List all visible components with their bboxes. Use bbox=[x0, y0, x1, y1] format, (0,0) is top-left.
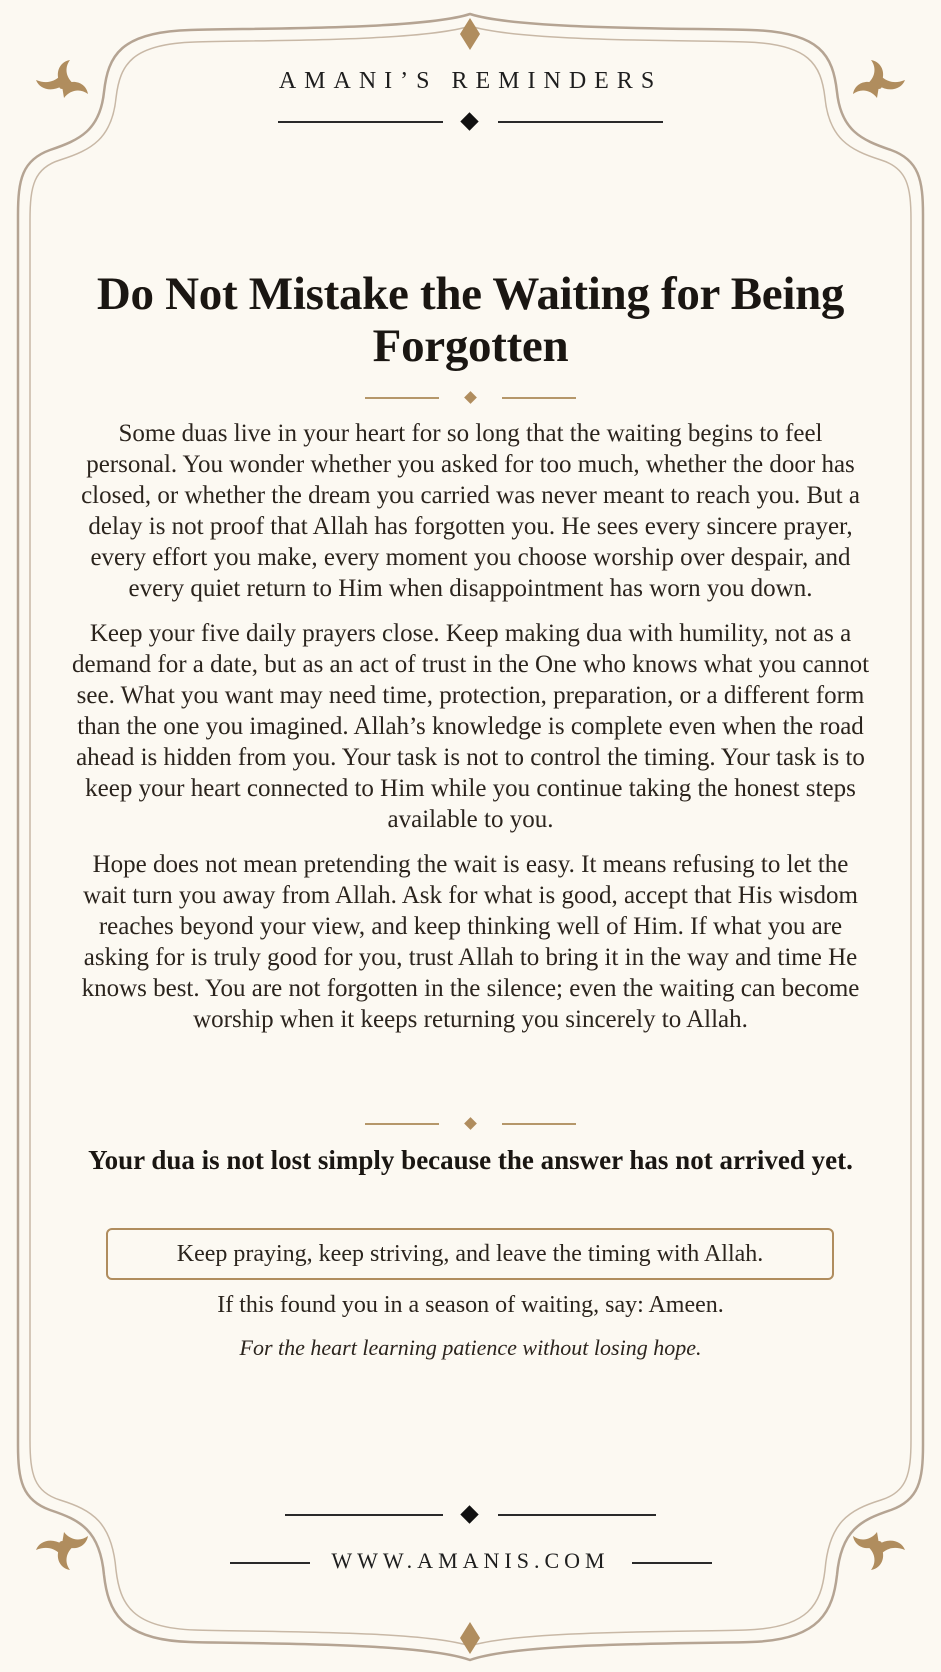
footer-divider bbox=[0, 1505, 941, 1525]
paragraph-3: Hope does not mean pretending the wait is easy. It means refusing to let the wait turn you away from Allah. Ask for what is good, accept that His wisdom reaches beyond your view, and keep thinking well of Him. If what you are asking for is truly good for you, trust Allah to bring it in the way and time He knows best. You are not forgotten in the silence; even the waiting can become worship when it keeps returning you sincerely to Allah. bbox=[81, 851, 860, 1033]
footer-url-row bbox=[0, 1548, 941, 1578]
section-ornament bbox=[0, 1116, 941, 1132]
divider-line-right bbox=[498, 121, 663, 123]
diamond-icon bbox=[464, 391, 477, 404]
highlight-statement: Your dua is not lost simply because the answer has not arrived yet. bbox=[88, 1145, 853, 1175]
dedication-line: For the heart learning patience without losing hope. bbox=[239, 1335, 702, 1360]
diamond-icon bbox=[460, 112, 478, 130]
diamond-icon bbox=[460, 1505, 478, 1523]
divider-line-left bbox=[278, 121, 443, 123]
website-url[interactable]: WWW.AMANIS.COM bbox=[331, 1548, 610, 1573]
divider-line-right bbox=[498, 1514, 656, 1516]
page-title: Do Not Mistake the Waiting for Being Forgotten bbox=[96, 268, 845, 372]
paragraph-1: Some duas live in your heart for so long that the waiting begins to feel personal. You wonder whether you asked for too much, whether the door has closed, or whether the dream you carried was never meant to reach you. But a delay is not proof that Allah has forgotten you. He sees every sincere prayer, every effort you make, every moment you choose worship over despair, and every quiet return to Him when disappointment has worn you down. bbox=[81, 420, 860, 602]
header-divider bbox=[0, 112, 941, 132]
divider-line-left bbox=[285, 1514, 443, 1516]
ameen-prompt: If this found you in a season of waiting, say: Ameen. bbox=[217, 1292, 724, 1318]
brand-header: AMANI’S REMINDERS bbox=[278, 68, 663, 94]
callout-box: Keep praying, keep striving, and leave the timing with Allah. bbox=[106, 1228, 834, 1280]
paragraph-2: Keep your five daily prayers close. Keep making dua with humility, not as a demand for a date, but as an act of trust in the One who knows what you cannot see. What you want may need time, protection, preparation, or a different form than the one you imagined. Allah’s knowledge is complete even when the road ahead is hidden from you. Your task is not to control the timing. Your task is to keep your heart connected to Him while you continue taking the honest steps available to you. bbox=[72, 620, 870, 833]
body-text bbox=[72, 418, 869, 1049]
diamond-icon bbox=[464, 1117, 477, 1130]
title-ornament bbox=[0, 390, 941, 406]
